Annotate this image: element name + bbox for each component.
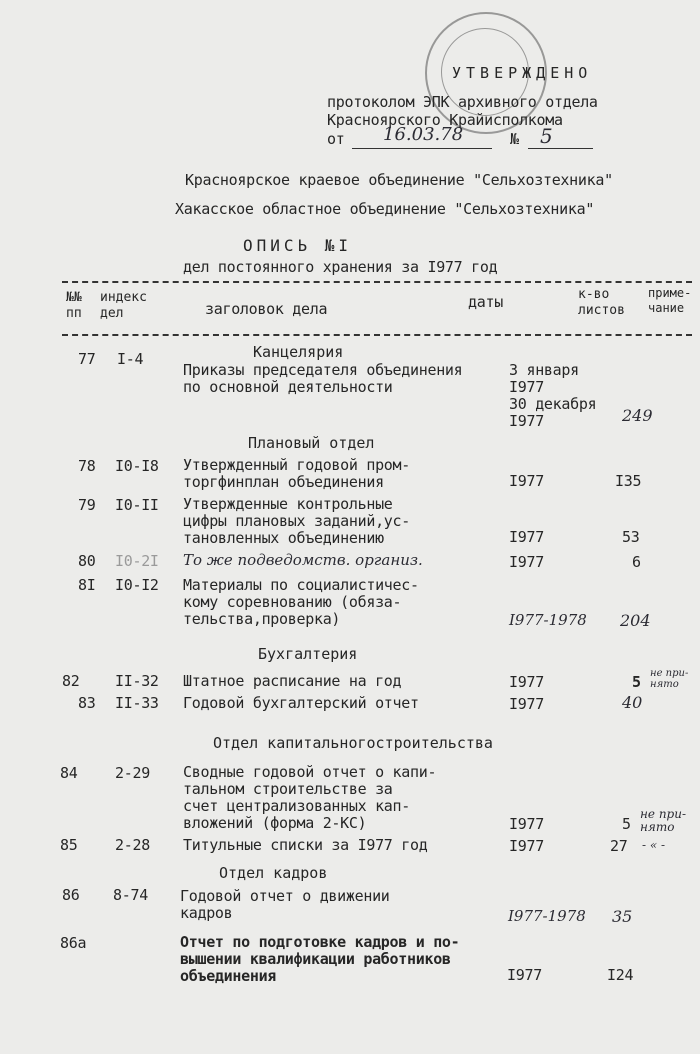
row-86a-sheets: I24 bbox=[607, 966, 634, 984]
row-85-dates: I977 bbox=[509, 837, 544, 855]
row-82-title: Штатное расписание на год bbox=[183, 672, 402, 690]
header-num: №№ пп bbox=[66, 290, 82, 321]
row-80-title: То же подведомств. организ. bbox=[183, 551, 423, 569]
org-line-1: Красноярское краевое объединение "Сельхозтехника" bbox=[185, 171, 613, 189]
row-83-dates: I977 bbox=[509, 695, 544, 713]
row-84-num: 84 bbox=[60, 764, 78, 782]
row-83-sheets: 40 bbox=[622, 693, 643, 712]
row-81-num: 8I bbox=[78, 576, 96, 594]
approval-date: 16.03.78 bbox=[383, 124, 464, 145]
row-85-index: 2-28 bbox=[115, 836, 150, 854]
row-80-num: 80 bbox=[78, 552, 96, 570]
row-81-index: I0-I2 bbox=[115, 576, 159, 594]
row-79-title: Утвержденные контрольные цифры плановых заданий,ус- тановленных объединению bbox=[183, 495, 411, 547]
row-86a-dates: I977 bbox=[507, 966, 542, 984]
row-84-title: Сводные годовой отчет о капи- тальном строительстве за счет централизованных кап- вложений (форма 2-КС) bbox=[183, 763, 437, 832]
inventory-title: ОПИСЬ №I bbox=[243, 236, 353, 255]
header-notes: приме- чание bbox=[648, 286, 692, 315]
row-83-title: Годовой бухгалтерский отчет bbox=[183, 694, 419, 712]
row-84-dates: I977 bbox=[509, 815, 544, 833]
row-84-index: 2-29 bbox=[115, 764, 150, 782]
section-personnel: Отдел кадров bbox=[219, 864, 328, 882]
row-79-index: I0-II bbox=[115, 496, 159, 514]
row-81-dates: I977-1978 bbox=[509, 611, 587, 629]
section-accounting: Бухгалтерия bbox=[258, 645, 358, 663]
row-86-index: 8-74 bbox=[113, 886, 148, 904]
approval-heading: УТВЕРЖДЕНО bbox=[452, 64, 593, 82]
row-77-title: Приказы председателя объединения по основной деятельности bbox=[183, 361, 463, 396]
row-79-dates: I977 bbox=[509, 528, 544, 546]
row-77-sheets: 249 bbox=[622, 406, 653, 425]
row-78-index: I0-I8 bbox=[115, 457, 159, 475]
row-82-sheets: 5 bbox=[632, 673, 641, 691]
row-79-sheets: 53 bbox=[622, 528, 640, 546]
row-78-dates: I977 bbox=[509, 472, 544, 490]
number-underline bbox=[528, 148, 593, 149]
approval-number: 5 bbox=[540, 124, 553, 148]
row-86-sheets: 35 bbox=[612, 907, 633, 926]
header-index: индекс дел bbox=[100, 290, 147, 321]
row-78-title: Утвержденный годовой пром- торгфинплан объединения bbox=[183, 456, 411, 491]
row-77-num: 77 bbox=[78, 350, 96, 368]
row-86-dates: I977-1978 bbox=[508, 907, 586, 925]
row-77-index: I-4 bbox=[117, 350, 144, 368]
row-85-sheets: 27 bbox=[610, 837, 628, 855]
row-85-note: - « - bbox=[642, 838, 666, 852]
row-79-num: 79 bbox=[78, 496, 96, 514]
row-86a-title: Отчет по подготовке кадров и по- вышении квалификации работников объединения bbox=[180, 933, 460, 985]
inventory-subtitle: дел постоянного хранения за I977 год bbox=[183, 258, 498, 276]
section-planning: Плановый отдел bbox=[248, 434, 375, 452]
row-82-index: II-32 bbox=[115, 672, 159, 690]
row-84-note: не при- нято bbox=[640, 807, 687, 834]
org-line-2: Хакасское областное объединение "Сельхозтехника" bbox=[175, 200, 595, 218]
row-86-num: 86 bbox=[62, 886, 80, 904]
approval-line-2: Красноярского Крайисполкома bbox=[327, 111, 563, 129]
section-chancellery: Канцелярия bbox=[253, 343, 344, 361]
row-83-num: 83 bbox=[78, 694, 96, 712]
row-82-num: 82 bbox=[62, 672, 80, 690]
approval-from-label: от bbox=[327, 130, 345, 148]
row-82-note: не при- нято bbox=[650, 668, 689, 690]
date-underline bbox=[352, 148, 492, 149]
approval-number-label: № bbox=[510, 130, 519, 148]
row-86-title: Годовой отчет о движении кадров bbox=[180, 887, 390, 922]
row-78-num: 78 bbox=[78, 457, 96, 475]
header-title: заголовок дела bbox=[205, 300, 328, 318]
row-83-index: II-33 bbox=[115, 694, 159, 712]
row-81-sheets: 204 bbox=[620, 611, 651, 630]
header-bottom-rule bbox=[62, 334, 692, 336]
header-sheets: к-во листов bbox=[578, 287, 625, 318]
header-top-rule bbox=[62, 281, 692, 283]
row-85-title: Титульные списки за I977 год bbox=[183, 836, 428, 854]
row-77-dates: 3 января I977 30 декабря I977 bbox=[509, 361, 597, 430]
row-80-dates: I977 bbox=[509, 553, 544, 571]
row-80-index: I0-2I bbox=[115, 552, 159, 570]
row-85-num: 85 bbox=[60, 836, 78, 854]
row-82-dates: I977 bbox=[509, 673, 544, 691]
row-80-sheets: 6 bbox=[632, 553, 641, 571]
row-84-sheets: 5 bbox=[622, 815, 631, 833]
row-81-title: Материалы по социалистичес- кому соревнованию (обяза- тельства,проверка) bbox=[183, 576, 419, 628]
row-86a-num: 86а bbox=[60, 934, 87, 952]
header-dates: даты bbox=[468, 293, 503, 311]
row-78-sheets: I35 bbox=[615, 472, 642, 490]
section-capital-construction: Отдел капитальногостроительства bbox=[213, 734, 493, 752]
approval-line-1: протоколом ЭПК архивного отдела bbox=[327, 93, 598, 111]
